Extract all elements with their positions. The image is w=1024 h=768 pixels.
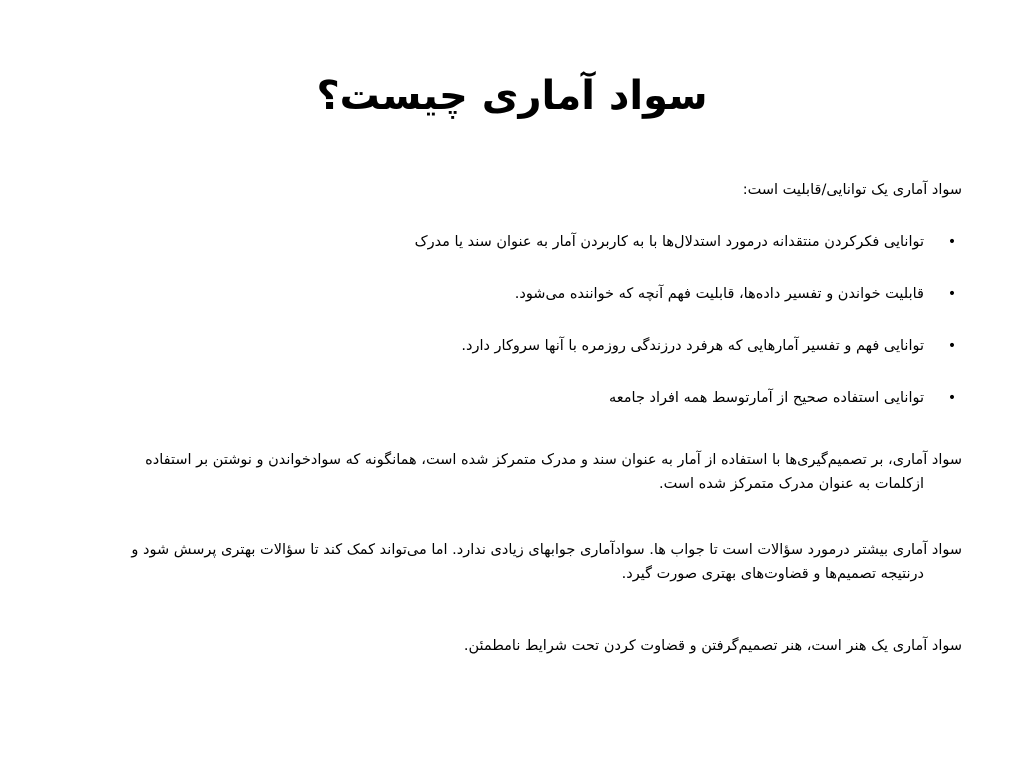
bullet-icon: • xyxy=(947,338,957,354)
bullet-text: قابلیت خواندن و تفسیر داده‌ها، قابلیت فهم آنچه که خواننده می‌شود. xyxy=(514,286,924,302)
bullet-text: توانایی فکرکردن منتقدانه درمورد استدلال‌ها با به کاربردن آمار به عنوان سند یا مدرک xyxy=(414,234,924,250)
bullet-item-4 xyxy=(60,386,957,410)
bullet-text: توانایی استفاده صحیح از آمارتوسط همه افراد جامعه xyxy=(608,390,924,406)
slide-body xyxy=(60,178,962,658)
slide-title: سواد آماری چیست؟ xyxy=(316,73,708,119)
bullet-icon: • xyxy=(947,286,957,302)
bullet-item-3 xyxy=(60,334,957,358)
paragraph-line: سواد آماری، بر تصمیم‌گیری‌ها با استفاده از آمار به عنوان سند و مدرک متمرکز شده است، همانگونه که سوادخواندن و نوشتن بر استفاده xyxy=(145,452,962,468)
paragraph-questions xyxy=(60,538,962,586)
bullet-icon: • xyxy=(947,390,957,406)
bullet-icon: • xyxy=(947,234,957,250)
paragraph-line: سواد آماری بیشتر درمورد سؤالات است تا جواب ها. سوادآماری جوابهای زیادی ندارد. اما می‌تواند کمک کند تا سؤالات بهتری پرسش شود و xyxy=(131,542,962,558)
bullet-text: توانایی فهم و تفسیر آمارهایی که هرفرد درزندگی روزمره با آنها سروکار دارد. xyxy=(461,338,924,354)
paragraph-line: درنتیجه تصمیم‌ها و قضاوت‌های بهتری صورت گیرد. xyxy=(621,566,924,582)
paragraph-decision-making xyxy=(60,448,962,496)
paragraph-art: سواد آماری یک هنر است، هنر تصمیم‌گرفتن و قضاوت کردن تحت شرایط نامطمئن. xyxy=(463,638,962,654)
intro-text: سواد آماری یک توانایی/قابلیت است: xyxy=(742,182,962,198)
bullet-item-2 xyxy=(60,282,957,306)
paragraph-line: ازکلمات به عنوان مدرک متمرکز شده است. xyxy=(658,476,924,492)
bullet-item-1 xyxy=(60,230,957,254)
bullet-list xyxy=(60,230,962,410)
